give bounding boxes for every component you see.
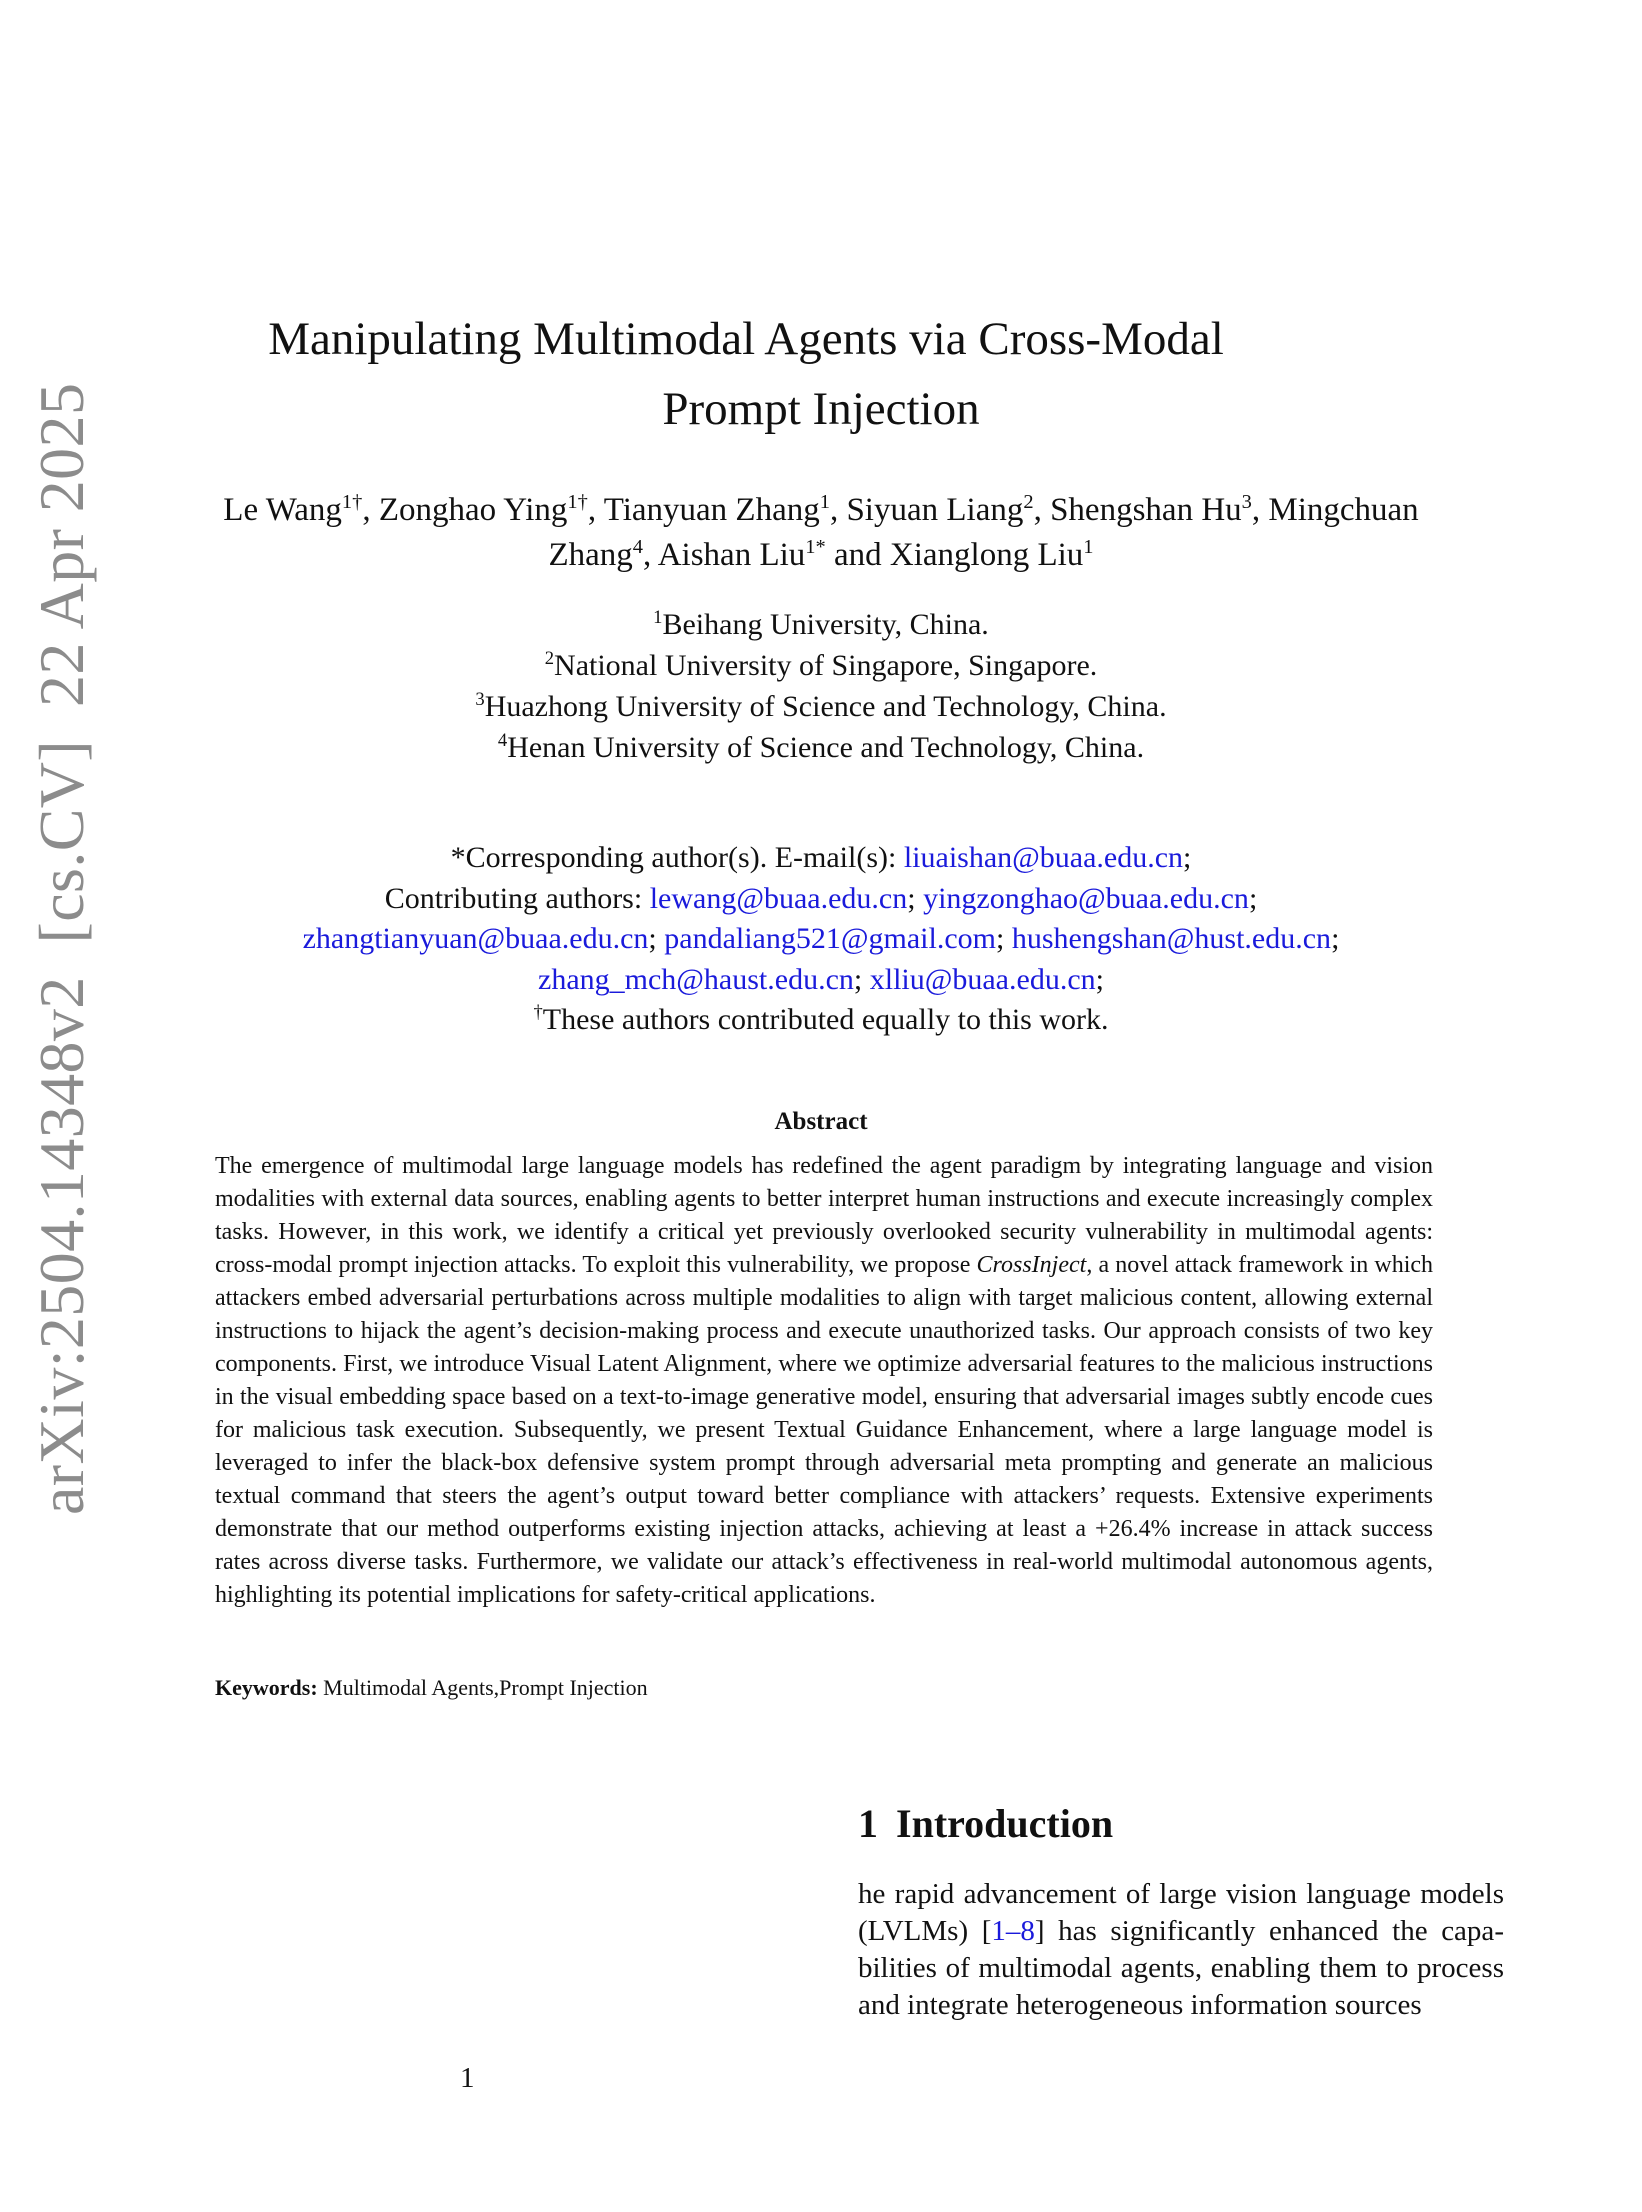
introduction-text: he rapid advancement of large vision language models (LVLMs) [1–8] has significantly enhanced the capabilities of multimodal agents, enabling them to process and integrate heterogeneous information sources bbox=[858, 1878, 1504, 2021]
email-link[interactable]: pandaliang521@gmail.com bbox=[664, 922, 996, 955]
author-list: Le Wang$^{1\dagger}$, Zonghao Ying$^{1\dagger}$, Tianyuan Zhang$^1$, Siyuan Liang$^2$, Shengshan Hu$^3$, Mingchuan Zhang$^4$, Aishan Liu$^{1*}$ and Xianglong Liu$^1$ bbox=[223, 491, 1419, 573]
email-link[interactable]: liuaishan@buaa.edu.cn bbox=[903, 841, 1184, 874]
author: Le Wang$^{1\dagger}$ bbox=[223, 491, 363, 528]
author: Tianyuan Zhang$^1$ bbox=[603, 491, 830, 528]
arxiv-identifier-stamp: arXiv:2504.14348v2 [cs.CV] 22 Apr 2025 bbox=[26, 382, 97, 1515]
citation-link[interactable]: 1–8 bbox=[991, 1915, 1035, 1947]
abstract-heading: Abstract bbox=[774, 1108, 868, 1135]
title-line-2: Prompt Injection bbox=[662, 383, 980, 435]
email-link[interactable]: hushengshan@hust.edu.cn bbox=[1011, 922, 1332, 955]
email-link[interactable]: yingzonghao@buaa.edu.cn bbox=[923, 881, 1249, 915]
contributing-line: zhangtianyuan@buaa.edu.cn; pandaliang521@gmail.com; hushengshan@hust.edu.cn; bbox=[302, 922, 1340, 955]
affiliation: $^2$National University of Singapore, Singapore. bbox=[544, 648, 1098, 682]
contributing-line: zhang_mch@haust.edu.cn; xlliu@buaa.edu.cn; bbox=[538, 962, 1104, 996]
affiliation-list bbox=[200, 604, 1442, 768]
email-link[interactable]: zhangtianyuan@buaa.edu.cn bbox=[302, 922, 649, 955]
author: Siyuan Liang$^2$ bbox=[846, 491, 1034, 528]
method-name: CrossInject bbox=[976, 1252, 1087, 1278]
author: Xianglong Liu$^1$ bbox=[889, 536, 1094, 573]
author: Zonghao Ying$^{1\dagger}$ bbox=[378, 491, 588, 528]
author: Aishan Liu$^{1*}$ bbox=[657, 536, 826, 573]
contact-block bbox=[200, 838, 1442, 1041]
affiliation: $^1$Beihang University, China. bbox=[653, 607, 989, 641]
author: Shengshan Hu$^3$ bbox=[1050, 491, 1252, 528]
email-link[interactable]: lewang@buaa.edu.cn bbox=[649, 881, 908, 915]
abstract-body: The emergence of multimodal large language models has redefined the agent paradigm by integrating language and vision modalities with external data sources, enabling agents to better interpret human instructions and execute increasingly complex tasks. However, in this work, we identify a critical yet previously overlooked security vulnerability in multimodal agents: cross-modal prompt injection attacks. To exploit this vulnerability, we propose CrossInject, a novel attack framework in which attackers embed adversarial perturbations across multiple modalities to align with target malicious content, allowing external instructions to hijack the agent’s decision-making process and execute unauthorized tasks. Our approach consists of two key components. First, we introduce Visual Latent Alignment, where we optimize adversarial features to the malicious instructions in the visual embedding space based on a text-to-image generative model, ensuring that adversarial images subtly encode cues for malicious task execution. Subsequently, we present Textual Guidance Enhancement, where a large language model is leveraged to infer the black-box defensive system prompt through adversarial meta prompting and generate an malicious textual command that steers the agent’s output toward better compliance with attackers’ requests. Extensive experiments demonstrate that our method outperforms existing injection attacks, achieving at least a +26.4% increase in attack success rates across diverse tasks. Furthermore, we validate our attack’s effectiveness in real-world multimodal autonomous agents, highlighting its potential implications for safety-critical applications. bbox=[215, 1153, 1434, 1608]
paper-title bbox=[200, 304, 1442, 444]
contributing-line: Contributing authors: lewang@buaa.edu.cn; yingzonghao@buaa.edu.cn; bbox=[384, 881, 1258, 915]
affiliation: $^3$Huazhong University of Science and Technology, China. bbox=[475, 689, 1167, 723]
email-link[interactable]: zhang_mch@haust.edu.cn bbox=[538, 962, 854, 996]
section-heading-introduction: 1 Introduction bbox=[858, 1801, 1114, 1846]
keywords: Keywords: Multimodal Agents,Prompt Injection bbox=[215, 1675, 648, 1700]
author: Mingchuan Zhang$^4$ bbox=[548, 492, 1419, 573]
affiliation: $^4$Henan University of Science and Technology, China. bbox=[497, 730, 1145, 764]
page-number: 1 bbox=[460, 2062, 475, 2094]
title-line-1: Manipulating Multimodal Agents via Cross-Modal bbox=[268, 313, 1224, 365]
corresponding-line: *Corresponding author(s). E-mail(s): liuaishan@buaa.edu.cn; bbox=[450, 841, 1192, 874]
equal-contribution-note: †These authors contributed equally to this work. bbox=[533, 1002, 1109, 1036]
email-link[interactable]: xlliu@buaa.edu.cn bbox=[869, 962, 1096, 996]
